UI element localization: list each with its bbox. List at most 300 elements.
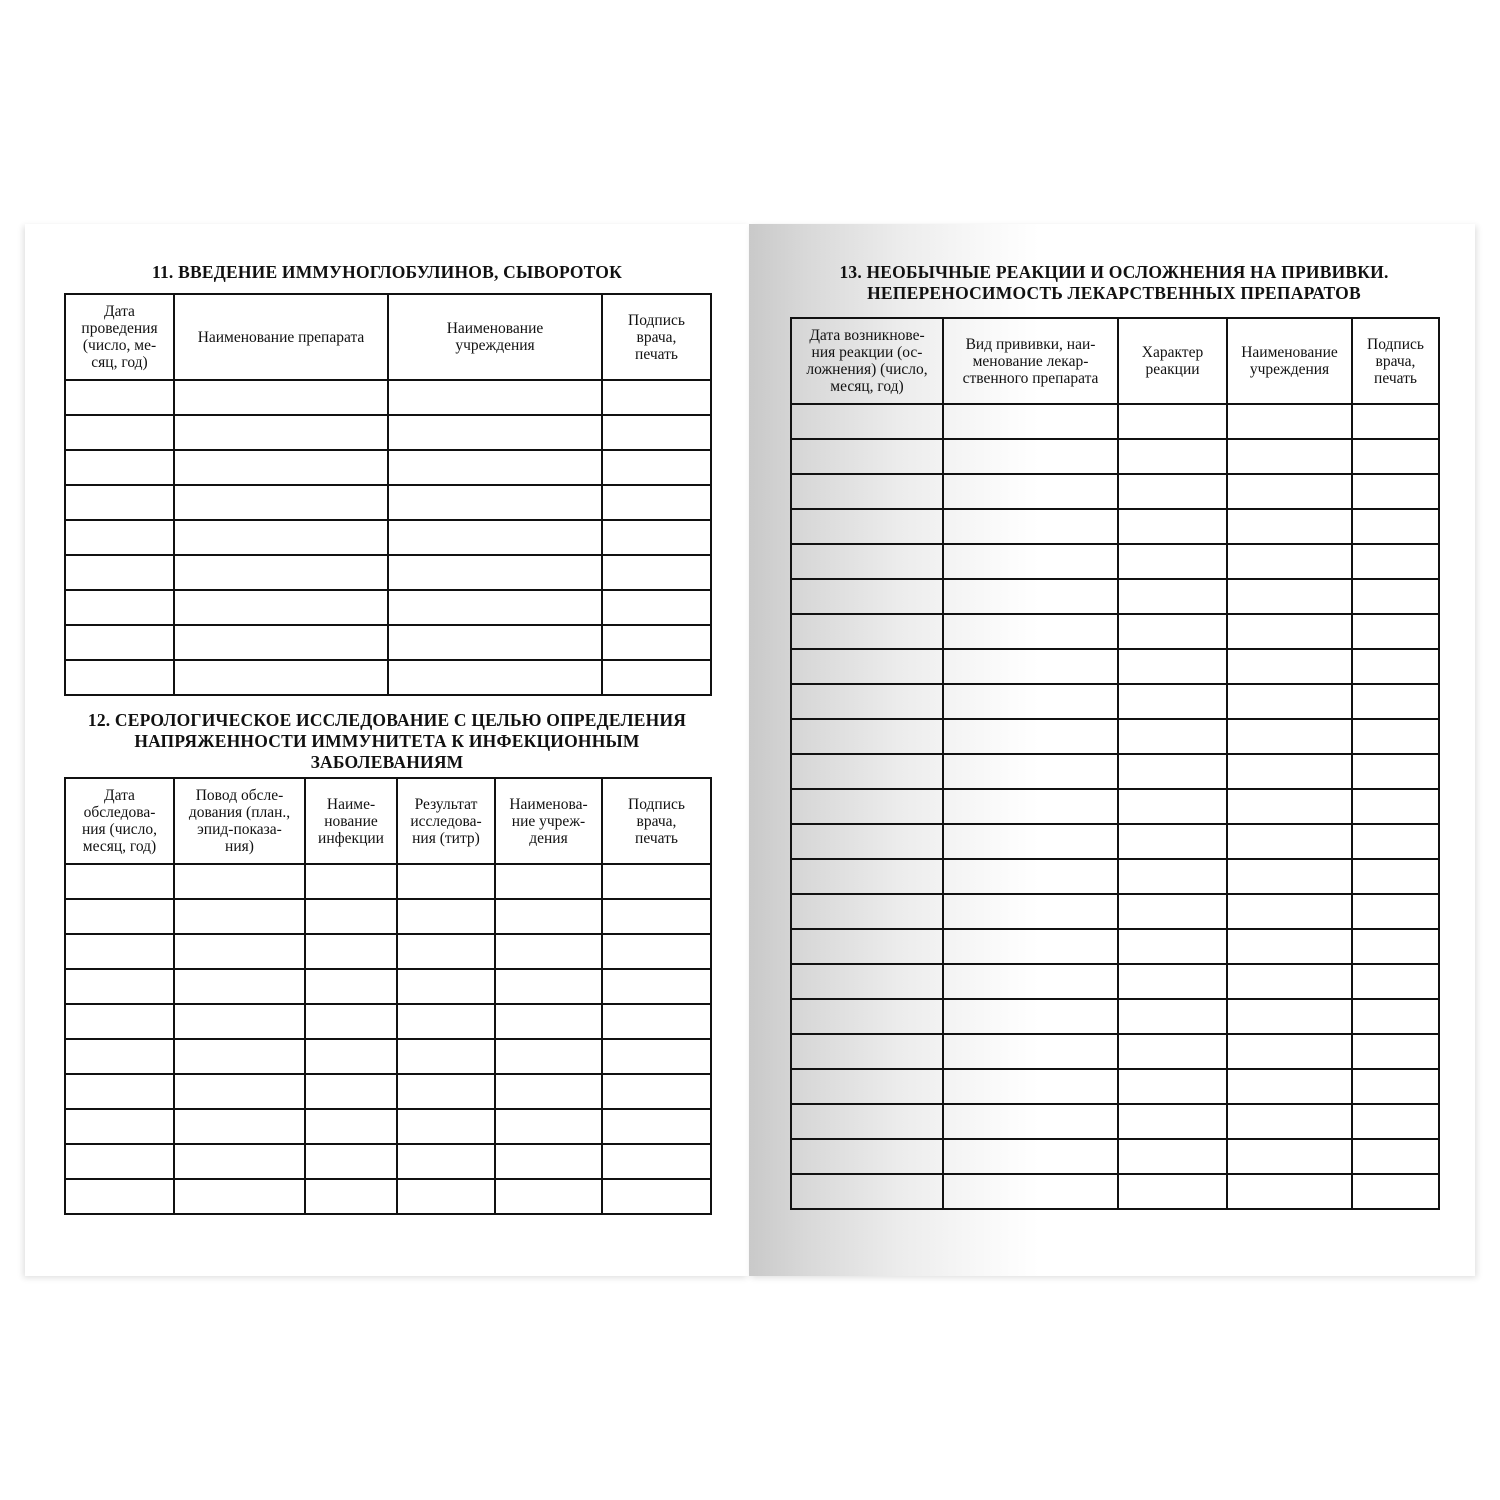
blank-cell[interactable] bbox=[174, 555, 388, 590]
blank-cell[interactable] bbox=[1118, 929, 1227, 964]
blank-cell[interactable] bbox=[174, 415, 388, 450]
table-row bbox=[791, 544, 1439, 579]
section-12-title bbox=[64, 710, 710, 773]
header-drug-name bbox=[174, 294, 388, 380]
blank-cell[interactable] bbox=[1118, 1034, 1227, 1069]
blank-cell[interactable] bbox=[602, 1109, 711, 1144]
title-line: НАПРЯЖЕННОСТИ ИММУНИТЕТА К ИНФЕКЦИОННЫМ bbox=[134, 731, 640, 751]
blank-cell[interactable] bbox=[1118, 1174, 1227, 1209]
blank-cell[interactable] bbox=[1227, 509, 1352, 544]
blank-cell[interactable] bbox=[305, 1074, 397, 1109]
blank-cell[interactable] bbox=[1118, 1069, 1227, 1104]
blank-cell[interactable] bbox=[305, 1179, 397, 1214]
table-row bbox=[65, 864, 711, 899]
blank-cell[interactable] bbox=[397, 1144, 495, 1179]
blank-cell[interactable] bbox=[1227, 1139, 1352, 1174]
blank-cell[interactable] bbox=[495, 1144, 602, 1179]
blank-cell[interactable] bbox=[495, 1039, 602, 1074]
header-text-line: ственного препарата bbox=[962, 369, 1099, 387]
header-reaction-date bbox=[791, 318, 943, 404]
title-line: ЗАБОЛЕВАНИЯМ bbox=[310, 752, 464, 772]
blank-cell[interactable] bbox=[943, 1139, 1118, 1174]
blank-cell[interactable] bbox=[791, 754, 943, 789]
blank-cell[interactable] bbox=[174, 864, 305, 899]
blank-cell[interactable] bbox=[1352, 614, 1439, 649]
blank-cell[interactable] bbox=[397, 1074, 495, 1109]
blank-cell[interactable] bbox=[602, 520, 711, 555]
header-text-line: Дата возникнове- bbox=[809, 327, 925, 344]
blank-cell[interactable] bbox=[388, 625, 602, 660]
blank-cell[interactable] bbox=[65, 1109, 174, 1144]
blank-cell[interactable] bbox=[1352, 1104, 1439, 1139]
blank-cell[interactable] bbox=[791, 719, 943, 754]
table-row bbox=[791, 964, 1439, 999]
header-text-line: нование bbox=[324, 812, 378, 830]
blank-cell[interactable] bbox=[174, 485, 388, 520]
blank-cell[interactable] bbox=[791, 684, 943, 719]
table-row bbox=[65, 1074, 711, 1109]
table-row bbox=[791, 684, 1439, 719]
blank-cell[interactable] bbox=[602, 380, 711, 415]
header-text-line: реакции bbox=[1145, 361, 1200, 378]
blank-cell[interactable] bbox=[791, 474, 943, 509]
blank-cell[interactable] bbox=[174, 1179, 305, 1214]
header-text-line: ложнения) (число, bbox=[806, 361, 928, 378]
blank-cell[interactable] bbox=[791, 894, 943, 929]
blank-cell[interactable] bbox=[602, 934, 711, 969]
blank-cell[interactable] bbox=[791, 859, 943, 894]
blank-cell[interactable] bbox=[1118, 719, 1227, 754]
header-signature bbox=[602, 778, 711, 864]
blank-cell[interactable] bbox=[1227, 894, 1352, 929]
blank-cell[interactable] bbox=[943, 1069, 1118, 1104]
blank-cell[interactable] bbox=[305, 934, 397, 969]
blank-cell[interactable] bbox=[1227, 684, 1352, 719]
blank-cell[interactable] bbox=[1118, 859, 1227, 894]
blank-cell[interactable] bbox=[65, 899, 174, 934]
header-infection bbox=[305, 778, 397, 864]
blank-cell[interactable] bbox=[1118, 1139, 1227, 1174]
blank-cell[interactable] bbox=[174, 934, 305, 969]
blank-cell[interactable] bbox=[791, 404, 943, 439]
table-row bbox=[65, 555, 711, 590]
blank-cell[interactable] bbox=[791, 509, 943, 544]
blank-cell[interactable] bbox=[1118, 1104, 1227, 1139]
blank-cell[interactable] bbox=[602, 1004, 711, 1039]
header-text-line: Наименова- bbox=[509, 795, 588, 813]
table-row bbox=[65, 934, 711, 969]
table-row bbox=[791, 859, 1439, 894]
blank-cell[interactable] bbox=[602, 590, 711, 625]
table-row bbox=[791, 1034, 1439, 1069]
blank-cell[interactable] bbox=[1352, 404, 1439, 439]
blank-cell[interactable] bbox=[1352, 859, 1439, 894]
blank-cell[interactable] bbox=[602, 450, 711, 485]
blank-cell[interactable] bbox=[1118, 439, 1227, 474]
table-row bbox=[65, 590, 711, 625]
blank-cell[interactable] bbox=[1227, 649, 1352, 684]
blank-cell[interactable] bbox=[1118, 474, 1227, 509]
table-row bbox=[791, 999, 1439, 1034]
blank-cell[interactable] bbox=[943, 1174, 1118, 1209]
blank-cell[interactable] bbox=[791, 824, 943, 859]
blank-cell[interactable] bbox=[1118, 754, 1227, 789]
blank-cell[interactable] bbox=[602, 1179, 711, 1214]
blank-cell[interactable] bbox=[397, 1039, 495, 1074]
header-text-line: Подпись bbox=[628, 311, 685, 329]
header-result bbox=[397, 778, 495, 864]
header-text-line: Результат bbox=[414, 795, 478, 813]
blank-cell[interactable] bbox=[1227, 404, 1352, 439]
header-text-line: дования (план., bbox=[188, 804, 291, 821]
blank-cell[interactable] bbox=[174, 380, 388, 415]
blank-cell[interactable] bbox=[943, 964, 1118, 999]
blank-cell[interactable] bbox=[791, 964, 943, 999]
table-row bbox=[791, 1104, 1439, 1139]
header-text-line: месяц, год) bbox=[830, 378, 904, 395]
blank-cell[interactable] bbox=[174, 969, 305, 1004]
blank-cell[interactable] bbox=[943, 719, 1118, 754]
blank-cell[interactable] bbox=[1352, 824, 1439, 859]
blank-cell[interactable] bbox=[943, 824, 1118, 859]
blank-cell[interactable] bbox=[943, 1034, 1118, 1069]
header-text-line: ние учреж- bbox=[511, 812, 586, 830]
blank-cell[interactable] bbox=[495, 1179, 602, 1214]
blank-cell[interactable] bbox=[943, 544, 1118, 579]
blank-cell[interactable] bbox=[397, 1179, 495, 1214]
header-text-line: инфекции bbox=[318, 829, 384, 847]
blank-cell[interactable] bbox=[174, 625, 388, 660]
section-11-title bbox=[64, 262, 710, 283]
table-row bbox=[65, 485, 711, 520]
blank-cell[interactable] bbox=[397, 899, 495, 934]
blank-cell[interactable] bbox=[388, 520, 602, 555]
blank-cell[interactable] bbox=[943, 474, 1118, 509]
blank-cell[interactable] bbox=[791, 789, 943, 824]
blank-cell[interactable] bbox=[65, 1144, 174, 1179]
blank-cell[interactable] bbox=[397, 1004, 495, 1039]
header-text-line: Характер bbox=[1141, 344, 1204, 361]
blank-cell[interactable] bbox=[388, 380, 602, 415]
blank-cell[interactable] bbox=[1227, 964, 1352, 999]
table-row bbox=[65, 899, 711, 934]
blank-cell[interactable] bbox=[1352, 1069, 1439, 1104]
blank-cell[interactable] bbox=[174, 660, 388, 695]
table-row bbox=[65, 660, 711, 695]
blank-cell[interactable] bbox=[1352, 1174, 1439, 1209]
blank-cell[interactable] bbox=[1118, 789, 1227, 824]
blank-cell[interactable] bbox=[65, 1074, 174, 1109]
blank-cell[interactable] bbox=[1352, 894, 1439, 929]
header-text-line: Подпись bbox=[628, 795, 685, 813]
blank-cell[interactable] bbox=[305, 1109, 397, 1144]
blank-cell[interactable] bbox=[174, 520, 388, 555]
blank-cell[interactable] bbox=[602, 415, 711, 450]
blank-cell[interactable] bbox=[1352, 999, 1439, 1034]
blank-cell[interactable] bbox=[1352, 509, 1439, 544]
blank-cell[interactable] bbox=[1227, 1174, 1352, 1209]
table-row bbox=[791, 1139, 1439, 1174]
blank-cell[interactable] bbox=[943, 579, 1118, 614]
header-text-line: врача, bbox=[1375, 352, 1416, 370]
blank-cell[interactable] bbox=[1227, 1069, 1352, 1104]
table-row bbox=[65, 415, 711, 450]
blank-cell[interactable] bbox=[65, 934, 174, 969]
blank-cell[interactable] bbox=[305, 864, 397, 899]
blank-cell[interactable] bbox=[943, 929, 1118, 964]
header-institution bbox=[495, 778, 602, 864]
blank-cell[interactable] bbox=[1227, 824, 1352, 859]
blank-cell[interactable] bbox=[943, 859, 1118, 894]
blank-cell[interactable] bbox=[943, 1104, 1118, 1139]
header-institution bbox=[1227, 318, 1352, 404]
blank-cell[interactable] bbox=[602, 1039, 711, 1074]
blank-cell[interactable] bbox=[1118, 824, 1227, 859]
blank-cell[interactable] bbox=[1118, 614, 1227, 649]
blank-cell[interactable] bbox=[1118, 579, 1227, 614]
blank-cell[interactable] bbox=[943, 614, 1118, 649]
table-row bbox=[791, 474, 1439, 509]
blank-cell[interactable] bbox=[791, 1139, 943, 1174]
header-text-line: Дата bbox=[104, 303, 135, 320]
blank-cell[interactable] bbox=[65, 660, 174, 695]
blank-cell[interactable] bbox=[65, 1004, 174, 1039]
blank-cell[interactable] bbox=[305, 969, 397, 1004]
title-line: 13. НЕОБЫЧНЫЕ РЕАКЦИИ И ОСЛОЖНЕНИЯ НА ПРИВИВКИ. bbox=[839, 262, 1389, 282]
blank-cell[interactable] bbox=[65, 590, 174, 625]
blank-cell[interactable] bbox=[397, 1109, 495, 1144]
blank-cell[interactable] bbox=[943, 649, 1118, 684]
blank-cell[interactable] bbox=[495, 969, 602, 1004]
blank-cell[interactable] bbox=[1118, 999, 1227, 1034]
blank-cell[interactable] bbox=[1118, 684, 1227, 719]
header-text-line: менование лекар- bbox=[972, 352, 1089, 370]
blank-cell[interactable] bbox=[791, 1104, 943, 1139]
blank-cell[interactable] bbox=[495, 934, 602, 969]
blank-cell[interactable] bbox=[1118, 964, 1227, 999]
blank-cell[interactable] bbox=[943, 684, 1118, 719]
blank-cell[interactable] bbox=[1118, 509, 1227, 544]
blank-cell[interactable] bbox=[65, 450, 174, 485]
blank-cell[interactable] bbox=[1352, 474, 1439, 509]
header-text-line: месяц, год) bbox=[82, 838, 157, 855]
table-row bbox=[791, 579, 1439, 614]
blank-cell[interactable] bbox=[388, 660, 602, 695]
table-row bbox=[65, 1039, 711, 1074]
header-text-line: печать bbox=[635, 829, 678, 847]
blank-cell[interactable] bbox=[65, 625, 174, 660]
blank-cell[interactable] bbox=[397, 864, 495, 899]
blank-cell[interactable] bbox=[65, 485, 174, 520]
header-text-line: ния) bbox=[225, 838, 254, 855]
blank-cell[interactable] bbox=[791, 439, 943, 474]
blank-cell[interactable] bbox=[1352, 439, 1439, 474]
blank-cell[interactable] bbox=[943, 789, 1118, 824]
blank-cell[interactable] bbox=[174, 1144, 305, 1179]
header-text-line: печать bbox=[1374, 369, 1417, 387]
header-text-line: Наиме- bbox=[326, 795, 376, 813]
blank-cell[interactable] bbox=[602, 899, 711, 934]
blank-cell[interactable] bbox=[305, 1039, 397, 1074]
blank-cell[interactable] bbox=[791, 929, 943, 964]
blank-cell[interactable] bbox=[1118, 544, 1227, 579]
blank-cell[interactable] bbox=[65, 1039, 174, 1074]
blank-cell[interactable] bbox=[1227, 929, 1352, 964]
header-signature bbox=[1352, 318, 1439, 404]
blank-cell[interactable] bbox=[174, 1109, 305, 1144]
table-row bbox=[65, 969, 711, 1004]
table-row bbox=[791, 824, 1439, 859]
blank-cell[interactable] bbox=[1227, 544, 1352, 579]
blank-cell[interactable] bbox=[1227, 1104, 1352, 1139]
blank-cell[interactable] bbox=[943, 754, 1118, 789]
blank-cell[interactable] bbox=[1352, 719, 1439, 754]
blank-cell[interactable] bbox=[174, 450, 388, 485]
header-text-line: ния (число, bbox=[81, 821, 158, 838]
blank-cell[interactable] bbox=[174, 899, 305, 934]
blank-cell[interactable] bbox=[1227, 789, 1352, 824]
blank-cell[interactable] bbox=[1227, 754, 1352, 789]
blank-cell[interactable] bbox=[388, 415, 602, 450]
blank-cell[interactable] bbox=[943, 439, 1118, 474]
table-row bbox=[791, 614, 1439, 649]
blank-cell[interactable] bbox=[1118, 649, 1227, 684]
blank-cell[interactable] bbox=[1118, 404, 1227, 439]
blank-cell[interactable] bbox=[65, 520, 174, 555]
blank-cell[interactable] bbox=[943, 999, 1118, 1034]
blank-cell[interactable] bbox=[1227, 579, 1352, 614]
blank-cell[interactable] bbox=[791, 1174, 943, 1209]
blank-cell[interactable] bbox=[1227, 719, 1352, 754]
blank-cell[interactable] bbox=[305, 1004, 397, 1039]
blank-cell[interactable] bbox=[943, 509, 1118, 544]
blank-cell[interactable] bbox=[65, 415, 174, 450]
blank-cell[interactable] bbox=[174, 1004, 305, 1039]
title-line: 12. СЕРОЛОГИЧЕСКОЕ ИССЛЕДОВАНИЕ С ЦЕЛЬЮ ОПРЕДЕЛЕНИЯ bbox=[87, 710, 687, 730]
header-text-line: учреждения bbox=[455, 337, 535, 354]
blank-cell[interactable] bbox=[943, 894, 1118, 929]
blank-cell[interactable] bbox=[1352, 649, 1439, 684]
blank-cell[interactable] bbox=[388, 555, 602, 590]
table-row bbox=[791, 649, 1439, 684]
blank-cell[interactable] bbox=[791, 544, 943, 579]
blank-cell[interactable] bbox=[1352, 684, 1439, 719]
blank-cell[interactable] bbox=[791, 999, 943, 1034]
blank-cell[interactable] bbox=[602, 660, 711, 695]
blank-cell[interactable] bbox=[1352, 544, 1439, 579]
header-text-line: Наименование bbox=[1241, 344, 1338, 361]
table-row bbox=[791, 1174, 1439, 1209]
section-11-title-line: 11. ВВЕДЕНИЕ ИММУНОГЛОБУЛИНОВ, СЫВОРОТОК bbox=[152, 262, 622, 282]
blank-cell[interactable] bbox=[791, 614, 943, 649]
blank-cell[interactable] bbox=[602, 555, 711, 590]
blank-cell[interactable] bbox=[602, 969, 711, 1004]
blank-cell[interactable] bbox=[174, 1039, 305, 1074]
blank-cell[interactable] bbox=[495, 899, 602, 934]
header-signature bbox=[602, 294, 711, 380]
blank-cell[interactable] bbox=[1352, 964, 1439, 999]
blank-cell[interactable] bbox=[602, 1074, 711, 1109]
blank-cell[interactable] bbox=[305, 899, 397, 934]
blank-cell[interactable] bbox=[65, 969, 174, 1004]
blank-cell[interactable] bbox=[1352, 579, 1439, 614]
blank-cell[interactable] bbox=[1118, 894, 1227, 929]
blank-cell[interactable] bbox=[791, 579, 943, 614]
blank-cell[interactable] bbox=[791, 649, 943, 684]
blank-cell[interactable] bbox=[1227, 1034, 1352, 1069]
blank-cell[interactable] bbox=[397, 934, 495, 969]
blank-cell[interactable] bbox=[174, 590, 388, 625]
header-exam-date bbox=[65, 778, 174, 864]
blank-cell[interactable] bbox=[1227, 999, 1352, 1034]
header-text-line: эпид-показа- bbox=[197, 821, 282, 838]
header-text-line: исследова- bbox=[410, 812, 482, 830]
blank-cell[interactable] bbox=[305, 1144, 397, 1179]
blank-cell[interactable] bbox=[495, 1074, 602, 1109]
blank-cell[interactable] bbox=[65, 1179, 174, 1214]
header-text-line: учреждения bbox=[1249, 361, 1330, 378]
header-text-line: проведения bbox=[81, 320, 158, 337]
header-text-line: врача, bbox=[636, 328, 677, 346]
blank-cell[interactable] bbox=[791, 1034, 943, 1069]
blank-cell[interactable] bbox=[65, 380, 174, 415]
blank-cell[interactable] bbox=[943, 404, 1118, 439]
table-row bbox=[791, 1069, 1439, 1104]
blank-cell[interactable] bbox=[1227, 614, 1352, 649]
section-12-table bbox=[64, 777, 712, 1215]
blank-cell[interactable] bbox=[1352, 754, 1439, 789]
header-vaccine-type bbox=[943, 318, 1118, 404]
blank-cell[interactable] bbox=[602, 485, 711, 520]
section-13-title bbox=[790, 262, 1438, 304]
blank-cell[interactable] bbox=[495, 1004, 602, 1039]
section-13-table bbox=[790, 317, 1440, 1210]
blank-cell[interactable] bbox=[602, 864, 711, 899]
blank-cell[interactable] bbox=[1352, 929, 1439, 964]
table-row bbox=[791, 719, 1439, 754]
blank-cell[interactable] bbox=[791, 1069, 943, 1104]
blank-cell[interactable] bbox=[602, 1144, 711, 1179]
blank-cell[interactable] bbox=[602, 625, 711, 660]
blank-cell[interactable] bbox=[495, 864, 602, 899]
blank-cell[interactable] bbox=[1352, 1034, 1439, 1069]
blank-cell[interactable] bbox=[388, 450, 602, 485]
blank-cell[interactable] bbox=[1227, 859, 1352, 894]
header-text-line: Вид прививки, наи- bbox=[965, 335, 1096, 353]
header-exam-reason bbox=[174, 778, 305, 864]
blank-cell[interactable] bbox=[1227, 439, 1352, 474]
header-text-line: ния реакции (ос- bbox=[811, 344, 923, 361]
table-row bbox=[65, 1004, 711, 1039]
blank-cell[interactable] bbox=[1352, 789, 1439, 824]
blank-cell[interactable] bbox=[388, 485, 602, 520]
blank-cell[interactable] bbox=[495, 1109, 602, 1144]
blank-cell[interactable] bbox=[388, 590, 602, 625]
table-row bbox=[65, 520, 711, 555]
blank-cell[interactable] bbox=[174, 1074, 305, 1109]
blank-cell[interactable] bbox=[1227, 474, 1352, 509]
blank-cell[interactable] bbox=[65, 555, 174, 590]
table-row bbox=[791, 509, 1439, 544]
table-row bbox=[65, 450, 711, 485]
table-row bbox=[65, 380, 711, 415]
table-row bbox=[65, 1144, 711, 1179]
header-reaction-nature bbox=[1118, 318, 1227, 404]
blank-cell[interactable] bbox=[65, 864, 174, 899]
blank-cell[interactable] bbox=[1352, 1139, 1439, 1174]
header-text-line: дения bbox=[529, 829, 568, 847]
blank-cell[interactable] bbox=[397, 969, 495, 1004]
